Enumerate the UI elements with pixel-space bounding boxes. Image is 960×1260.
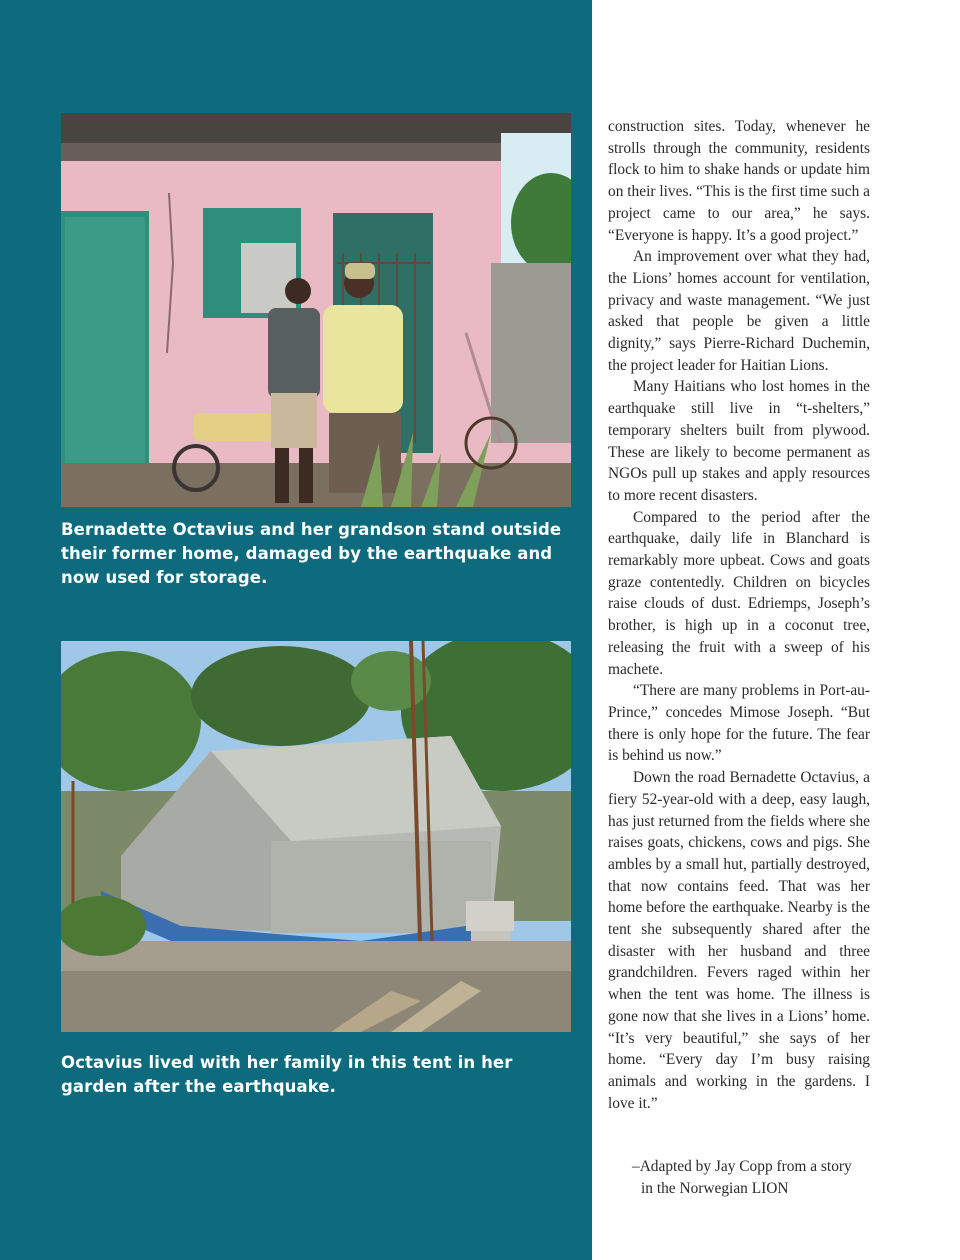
- article-credit: [632, 1156, 882, 1199]
- caption-photo2: Octavius lived with her family in this tent in her garden after the earthquake.: [61, 1053, 513, 1096]
- credit-line-2: in the Norwegian LION: [641, 1179, 789, 1197]
- article-body: [608, 116, 870, 1114]
- photo-tent-in-garden: [61, 641, 571, 1032]
- article-paragraph: Compared to the period after the earthquake, daily life in Blanchard is remarkably more upbeat. Cows and goats graze contentedly. Children on bicycles raise clouds of dust. Edriemps, Joseph’s brother, is high up in a coconut tree, releasing the fruit with a sweep of his machete.: [608, 508, 870, 678]
- photo-octavius-and-grandson: [61, 113, 571, 507]
- article-paragraph: construction sites. Today, whenever he strolls through the community, residents flock to him to shake hands or update him on their lives. “This is the first time such a project came to our area,” he says. “Everyone is happy. It’s a good project.”: [608, 118, 870, 244]
- article-paragraph: Down the road Bernadette Octavius, a fiery 52-year-old with a deep, easy laugh, has just returned from the fields where she raises goats, chickens, cows and pigs. She ambles by a small hut, partially destroyed, that now contains feed. That was her home before the earthquake. Nearby is the tent she subsequently shared after the disaster with her husband and three grandchildren. Fevers raged within her when the tent was home. The illness is gone now that she lives in a Lions’ home. “It’s very beautiful,” she says of her home. “Every day I’m busy raising animals and working in the gardens. I love it.”: [608, 769, 870, 1112]
- article-paragraph: An improvement over what they had, the Lions’ homes account for ventilation, privacy and waste management. “We just asked that people be given a little dignity,” says Pierre-Richard Duchemin, the project leader for Haitian Lions.: [608, 248, 870, 374]
- article-paragraph: “There are many problems in Port-au-Prince,” concedes Mimose Joseph. “But there is only hope for the future. The fear is behind us now.”: [608, 682, 870, 765]
- caption-photo1: Bernadette Octavius and her grandson stand outside their former home, damaged by the earthquake and now used for storage.: [61, 520, 562, 587]
- article-paragraph: Many Haitians who lost homes in the earthquake still live in “t-shelters,” temporary shelters built from plywood. These are likely to become permanent as NGOs pull up stakes and apply resources to more recent disasters.: [608, 378, 870, 504]
- credit-line-1: –Adapted by Jay Copp from a story: [632, 1158, 852, 1175]
